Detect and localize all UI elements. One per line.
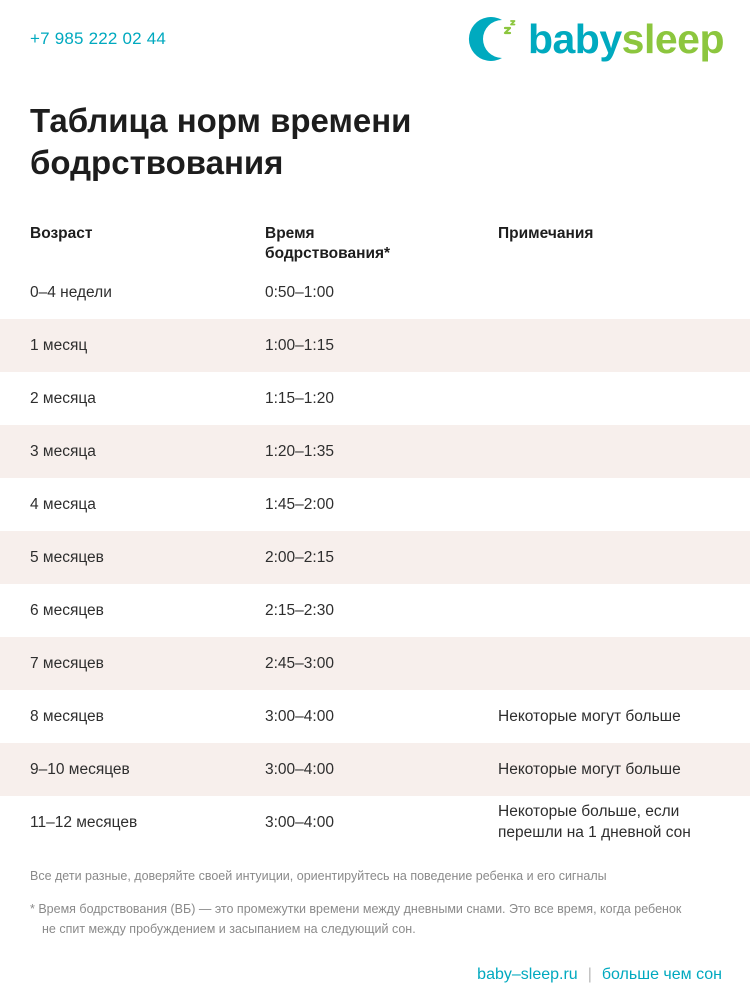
cell-age: 9–10 месяцев	[30, 760, 130, 778]
cell-waketime: 2:15–2:30	[265, 601, 334, 619]
footer-separator: |	[587, 966, 592, 983]
cell-waketime: 1:00–1:15	[265, 336, 334, 354]
cell-waketime: 3:00–4:00	[265, 813, 334, 831]
brand-wordmark	[527, 15, 724, 62]
table-row	[0, 425, 750, 478]
table-row	[0, 372, 750, 425]
cell-waketime: 1:15–1:20	[265, 389, 334, 407]
table-row	[0, 637, 750, 690]
footnote-definition-line1: * Время бодрствования (ВБ) — это промежутки времени между дневными снами. Это все время, когда ребенок	[30, 902, 682, 917]
cell-waketime: 0:50–1:00	[265, 283, 334, 301]
footnote-definition	[30, 900, 720, 939]
table-row	[0, 478, 750, 531]
cell-waketime: 3:00–4:00	[265, 707, 334, 725]
cell-waketime: 2:45–3:00	[265, 654, 334, 672]
cell-age: 7 месяцев	[30, 654, 104, 672]
footer-tagline: больше чем сон	[601, 966, 722, 983]
moon-baby-logo-icon	[462, 11, 518, 67]
cell-age: 6 месяцев	[30, 601, 104, 619]
table-row	[0, 690, 750, 743]
page-title: Таблица норм времени бодрствования	[30, 102, 412, 182]
cell-age: 1 месяц	[30, 336, 88, 354]
table-row	[0, 796, 750, 849]
brand-logo-group	[462, 11, 724, 67]
table-row	[0, 266, 750, 319]
table-row	[0, 531, 750, 584]
column-header-notes: Примечания	[498, 225, 594, 243]
footnotes	[30, 867, 720, 939]
cell-waketime: 3:00–4:00	[265, 760, 334, 778]
table-row	[0, 319, 750, 372]
table-row	[0, 743, 750, 796]
cell-age: 3 месяца	[30, 442, 96, 460]
cell-age: 5 месяцев	[30, 548, 104, 566]
cell-waketime: 1:20–1:35	[265, 442, 334, 460]
table-header-row	[0, 214, 750, 266]
cell-age: 0–4 недели	[30, 283, 112, 301]
column-header-waketime-line2: бодрствования*	[265, 244, 391, 262]
cell-age: 11–12 месяцев	[30, 813, 138, 831]
cell-waketime: 2:00–2:15	[265, 548, 334, 566]
cell-age: 2 месяца	[30, 389, 96, 407]
cell-waketime: 1:45–2:00	[265, 495, 334, 513]
footnote-intuition: Все дети разные, доверяйте своей интуиции, ориентируйтесь на поведение ребенка и его сигналы	[30, 869, 607, 884]
column-header-waketime-line1: Время	[265, 225, 315, 243]
cell-note: Некоторые могут больше	[498, 707, 681, 725]
cell-note: Некоторые могут больше	[498, 760, 681, 778]
column-header-waketime	[265, 222, 498, 263]
footnote-definition-line2: не спит между пробуждением и засыпанием на следующий сон.	[42, 921, 416, 936]
cell-age: 4 месяца	[30, 495, 96, 513]
footer-bar	[0, 950, 750, 1000]
column-header-age: Возраст	[30, 225, 93, 243]
table-row	[0, 584, 750, 637]
header	[0, 0, 750, 78]
norms-table	[0, 214, 750, 849]
phone-number[interactable]: +7 985 222 02 44	[30, 29, 167, 48]
cell-note: Некоторые больше, если перешли на 1 дневной сон	[498, 803, 691, 841]
website-link[interactable]: baby–sleep.ru	[477, 966, 578, 983]
cell-age: 8 месяцев	[30, 707, 104, 725]
brand-word-sleep: sleep	[621, 15, 724, 62]
brand-word-baby: baby	[527, 15, 622, 62]
